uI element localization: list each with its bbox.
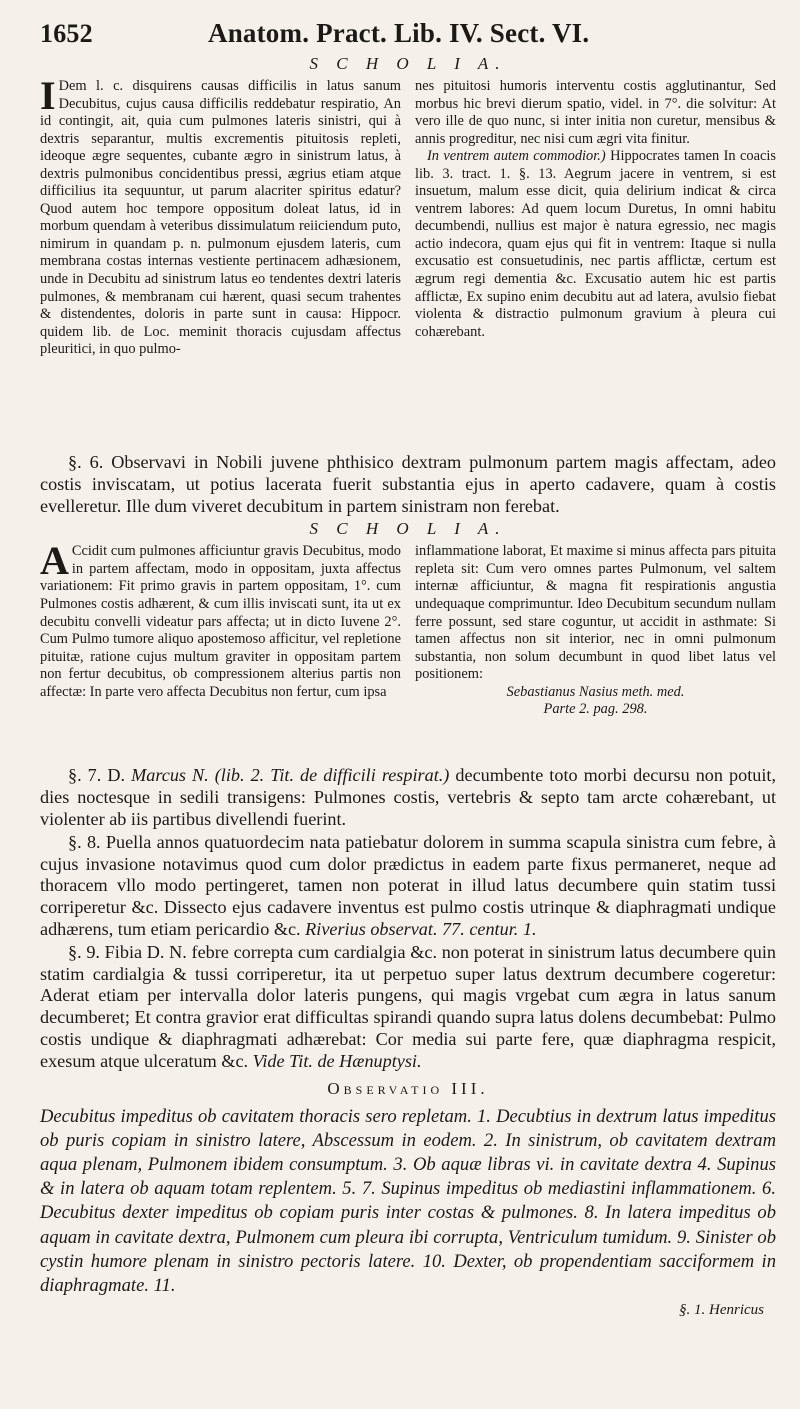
drop-capital: I [40,73,56,118]
citation [415,701,776,719]
scholia-paragraph [40,73,401,359]
right-column [415,543,776,757]
lemma: In ventrem autem commodior.) [427,148,606,165]
scholia-columns [40,538,776,757]
citation: Vide Tit. de Hænuptysi. [252,1050,422,1071]
citation [415,684,776,702]
scholia-text: Dem l. c. disquirens causas difficilis in latus sanum Decubitus, cujus causa difficilis reddebatur respiratio, An id contingit, ait, quia cum pulmones lateris sinistri, qui à dextris separantur, multis excrementis pituitosis repleti, ideoque ægre sequentes, cubante ægro in sinistrum latus, à dextris pulmonibus concidentibus pressi, ægrius etiam atque difficilius ita sequuntur, ut parum alacriter spiritus edatur? Quod autem hoc tempore oppositum doleat latus, id in morbum quendam à veteribus dissimulatum reiiciendum puto, nimirum in quandam p. n. pulmonum ejusdem lateris, cum membrana costas internas vestiente pertinacem adhæsionem, unde in Decubitu ad sinistrum latus eo tendentes dextri lateris pulmones, & membranam cui hærent, quasi secum trahentes & distendentes, doloris in parte sunt in causa: Hippocr. quidem lib. de Loc. meminit thoracis cujusdam affectus pleuritici, in quo pulmo- [40,78,401,358]
running-head [40,18,776,52]
page-number: 1652 [40,19,93,48]
left-column [40,538,401,757]
running-title: Anatom. Pract. Lib. IV. Sect. VI. [208,18,590,48]
scholia-columns [40,73,776,446]
paragraph-8 [40,832,776,941]
paragraph-text: decumbente toto morbi decursu non potuit, dies noctesque in sedili transigens: Pulmones costis, vertebris & septo tam arcte cohærebant, ut violenter ab iis partibus divellendi fuerint. [40,765,777,829]
scholia-paragraph [40,538,401,701]
citation: Marcus N. (lib. 2. Tit. de difficili respirat.) [131,765,450,786]
citation: Riverius observat. 77. centur. 1. [305,918,537,939]
paragraph-text: §. 9. Fibia D. N. febre correpta cum cardialgia &c. non poterat in sinistrum latus decumbere quin statim cardialgia & tussi corriperetur, ita ut perpetuo super latus dextrum decumbere cogeretur: Aderat etiam per intervalla dolor lateris pungens, qui magis vrgebat cum ægra in latus sanum decumberet; Et contra gravior erat difficultas spirandi quando supra latus dolens decumbebat: Pulmo costis undique & diaphragmati adhærebat: Cor media sui parte fere, quæ diaphragma respicit, exesum atque ulceratum &c. [40,941,776,1071]
paragraph-6 [40,452,776,517]
scholia-text: Hippocrates tamen In coacis lib. 3. tract. 1. §. 13. Aegrum jacere in ventrem, si est insuetum, malum esse dicit, quia delirium indicat & circa ventrem labores: Ad quem locum Duretus, In omni habitu decumbendi, nullius est major è natura egressio, nec magis actio indecora, quam ejus qui fit in ventrem: Itaque si nulla excusatio est consuetudinis, nec partis afflictæ, certum est ægrum regi dementia &c. Excusatio autem hic est partis afflictæ, Ex supino enim decubitu aut ad latera, avulsio fiebat violenta & distractio pulmonum gravium à pleura cui cohærebant. [415,148,776,340]
citation-text: Sebastianus Nasius meth. med. [506,683,685,700]
observatio-heading: Observatio III. [327,1078,489,1098]
scholia-heading: S C H O L I A. [309,54,507,73]
citation-text: Parte 2. pag. 298. [543,701,648,718]
paragraph-7 [40,765,776,830]
scholia-paragraph [415,148,776,341]
scholia-paragraph: inflammatione laborat, Et maxime si minus affecta pars pituita repleta sit: Cum vero omnes partes Pulmonum, vel saltem internæ afficiuntur, & magna fit respirationis angustia undequaque comprimuntur. Ideo Decubitum secundum nullam ferre possunt, sed stare coguntur, ut accidit in asthmate: Si tamen affectus non sit interior, nec in omni pulmonum substantia, non solum decumbunt in quod libet latus vel positionem: [415,543,776,683]
right-column [415,78,776,446]
observatio-summary: Decubitus impeditus ob cavitatem thoracis sero repletam. 1. Decubtius in dextrum latus impeditus ob puris copiam in sinistro latere, Abscessum in eodem. 2. In sinistrum, ob cavitatem dextram aqua plenam, Pulmonem ibidem consumptum. 3. Ob aquæ libras vi. in cavitate dextra 4. Supinus & in latera ob aquam totam replentem. 5. 7. Supinus impeditus ob mediastini inflammationem. 6. Decubitus dexter impeditus ob copiam puris inter costas & pulmones. 8. In latera impeditus ob aquam in cavitate dextra, Pulmonem cum pleura ibi corrupta, Ventriculum tumidum. 9. Sinister ob cystin humore plenam in sinistro pectoris latere. 10. Dexter, ob propendentiam sacciformem in diaphragmate. 11. [40,1105,776,1296]
paragraph-text: §. 6. Observavi in Nobili juvene phthisico dextram pulmonum partem magis affectam, adeo costis inviscatam, ut potius lacerata fuerit substantia ejus in aperto cadavere, quam à costis evelleretur. Ille dum viveret decubitum in partem sinistram non ferebat. [40,452,776,516]
scholia-paragraph: nes pituitosi humoris interventu costis agglutinantur, Sed morbus hic brevi dierum spatio, videl. in 7°. die solvitur: At vero ille de quo nunc, si inter initia non curetur, mensibus & annis progreditur, nec nisi cum ægri vita finitur. [415,78,776,147]
scholia-text: Ccidit cum pulmones afficiuntur gravis Decubitus, modo in partem affectam, modo in oppositam, juxta affectus variationem: Fit primo gravis in partem oppositam, 1°. cum Pulmones costis adhærent, & cum illis inviscati sunt, ita ut ex decubitu convelli videatur pars affecta; ut in dicto Iuvene 2°. Cum Pulmo tumore aliquo apostemoso afficitur, vel repletione pituitæ, ratione cujus multum graviter in oppositam partem non fertur decubitus, ob compressionem alterius partis non affectæ: In parte vero affecta Decubitus non fertur, cum ipsa [40,543,401,700]
scholia-heading: S C H O L I A. [309,519,507,539]
paragraph-9 [40,942,776,1073]
left-column [40,73,401,446]
catchword: §. 1. Henricus [679,1302,764,1319]
paragraph-lead: §. 7. D. [68,765,126,786]
drop-capital: A [40,538,69,584]
paragraph-text: §. 8. Puella annos quatuordecim nata patiebatur dolorem in summa scapula sinistra cum febre, à cujus invasione notavimus quod cum dolor prædictus in eadem parte fixus permaneret, neque ad thoracem vllo modo pertingeret, tamen non poterat in illud latus decumbere quin statim tussi corriperetur &c. Dissecto ejus cadavere inventus est pulmo costis utrinque & diaphragmati undique adhærens, tum etiam pericardio &c. [40,831,776,939]
